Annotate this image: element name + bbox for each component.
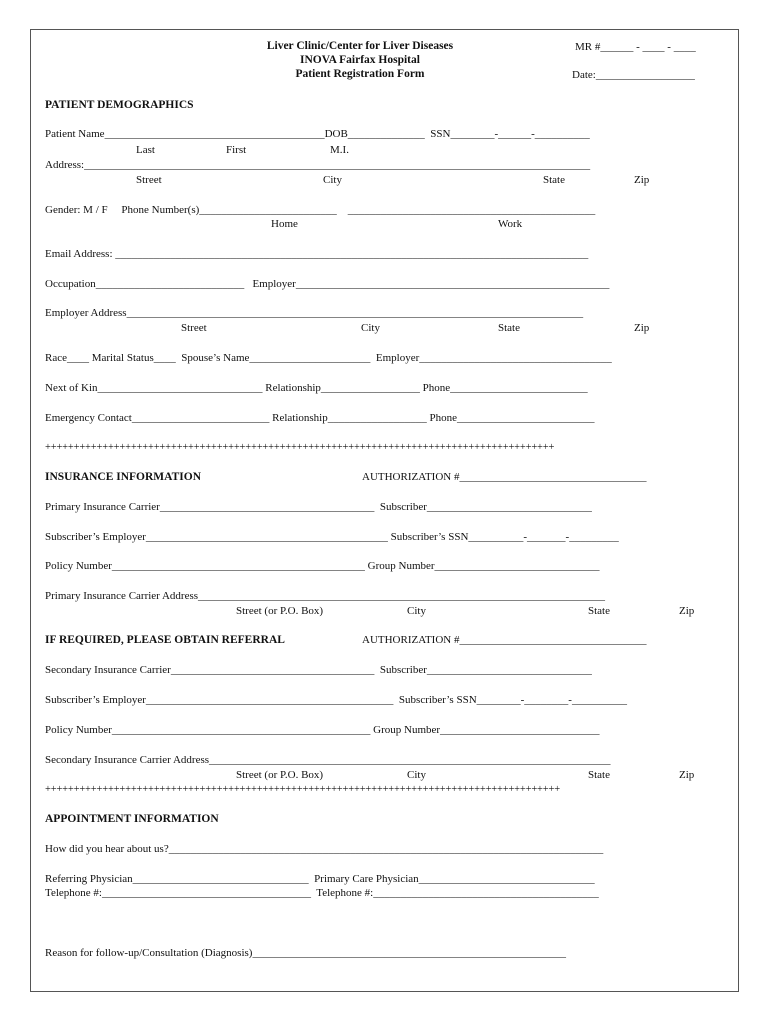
primary-policy-line[interactable]: Policy Number______________________________________________ Group Number______________________________ (45, 560, 600, 572)
label-mi: M.I. (330, 144, 349, 156)
form-title: Patient Registration Form (295, 68, 425, 80)
secondary-policy-line[interactable]: Policy Number_______________________________________________ Group Number_____________________________ (45, 724, 600, 736)
label-zip-primary: Zip (679, 605, 695, 617)
date-field[interactable]: Date:__________________ (572, 69, 695, 81)
secondary-carrier-line[interactable]: Secondary Insurance Carrier_____________________________________ Subscriber______________________________ (45, 664, 592, 676)
secondary-carrier-address-line[interactable]: Secondary Insurance Carrier Address_________________________________________________________________________ (45, 754, 611, 766)
label-street-pobox: Street (or P.O. Box) (236, 605, 324, 617)
address-line[interactable]: Address:____________________________________________________________________________________________ (45, 159, 591, 171)
section-title-insurance: INSURANCE INFORMATION (45, 471, 202, 483)
primary-carrier-line[interactable]: Primary Insurance Carrier_______________________________________ Subscriber______________________________ (45, 501, 592, 513)
label-zip-secondary: Zip (679, 769, 695, 781)
patient-name-line[interactable]: Patient Name________________________________________DOB______________ SSN________-______-__________ (45, 128, 590, 140)
employer-address-line[interactable]: Employer Address___________________________________________________________________________________ (45, 307, 584, 319)
section-title-referral: IF REQUIRED, PLEASE OBTAIN REFERRAL (45, 634, 285, 646)
authorization-field-1[interactable]: AUTHORIZATION #__________________________________ (362, 471, 647, 483)
label-state-secondary: State (588, 769, 610, 781)
label-street-pobox-2: Street (or P.O. Box) (236, 769, 324, 781)
section-title-demographics: PATIENT DEMOGRAPHICS (45, 99, 194, 111)
email-line[interactable]: Email Address: ______________________________________________________________________________________ (45, 248, 589, 260)
referring-physician-line[interactable]: Referring Physician________________________________ Primary Care Physician________________________________ (45, 873, 595, 885)
occupation-line[interactable]: Occupation___________________________ Employer_________________________________________________________ (45, 278, 610, 290)
label-state-employer: State (498, 322, 520, 334)
clinic-name: Liver Clinic/Center for Liver Diseases (266, 40, 454, 52)
label-city-primary: City (407, 605, 426, 617)
primary-subscriber-employer-line[interactable]: Subscriber’s Employer____________________________________________ Subscriber’s SSN__________-_______-_________ (45, 531, 619, 543)
authorization-field-2[interactable]: AUTHORIZATION #__________________________________ (362, 634, 647, 646)
label-city: City (323, 174, 342, 186)
hospital-name: INOVA Fairfax Hospital (300, 54, 420, 66)
mr-number-field[interactable]: MR #______ - ____ - ____ (575, 41, 696, 53)
gender-phone-line[interactable]: Gender: M / F Phone Number(s)_________________________ _____________________________________________ (45, 204, 596, 216)
label-zip-employer: Zip (634, 322, 650, 334)
label-state-primary: State (588, 605, 610, 617)
section-title-appointment: APPOINTMENT INFORMATION (45, 813, 219, 825)
hear-about-us-line[interactable]: How did you hear about us?_______________________________________________________________________________ (45, 843, 604, 855)
label-zip: Zip (634, 174, 650, 186)
race-marital-line[interactable]: Race____ Marital Status____ Spouse’s Name______________________ Employer___________________________________ (45, 352, 612, 364)
secondary-subscriber-employer-line[interactable]: Subscriber’s Employer_____________________________________________ Subscriber’s SSN________-________-__________ (45, 694, 627, 706)
reason-line[interactable]: Reason for follow-up/Consultation (Diagnosis)_________________________________________________________ (45, 947, 566, 959)
emergency-contact-line[interactable]: Emergency Contact_________________________ Relationship__________________ Phone_________________________ (45, 412, 595, 424)
separator-1: +++++++++++++++++++++++++++++++++++++++++++++++++++++++++++++++++++++++++++++++++++++++++ (45, 442, 555, 453)
label-street: Street (136, 174, 162, 186)
separator-2: ++++++++++++++++++++++++++++++++++++++++++++++++++++++++++++++++++++++++++++++++++++++++++ (45, 784, 560, 795)
telephone-line[interactable]: Telephone #:______________________________________ Telephone #:_________________________________________ (45, 887, 599, 899)
label-home: Home (271, 218, 298, 230)
label-street-employer: Street (181, 322, 207, 334)
label-work: Work (498, 218, 523, 230)
label-city-secondary: City (407, 769, 426, 781)
label-city-employer: City (361, 322, 380, 334)
label-first: First (226, 144, 247, 156)
primary-carrier-address-line[interactable]: Primary Insurance Carrier Address__________________________________________________________________________ (45, 590, 606, 602)
label-last: Last (136, 144, 155, 156)
next-of-kin-line[interactable]: Next of Kin______________________________ Relationship__________________ Phone_________________________ (45, 382, 588, 394)
label-state: State (543, 174, 565, 186)
